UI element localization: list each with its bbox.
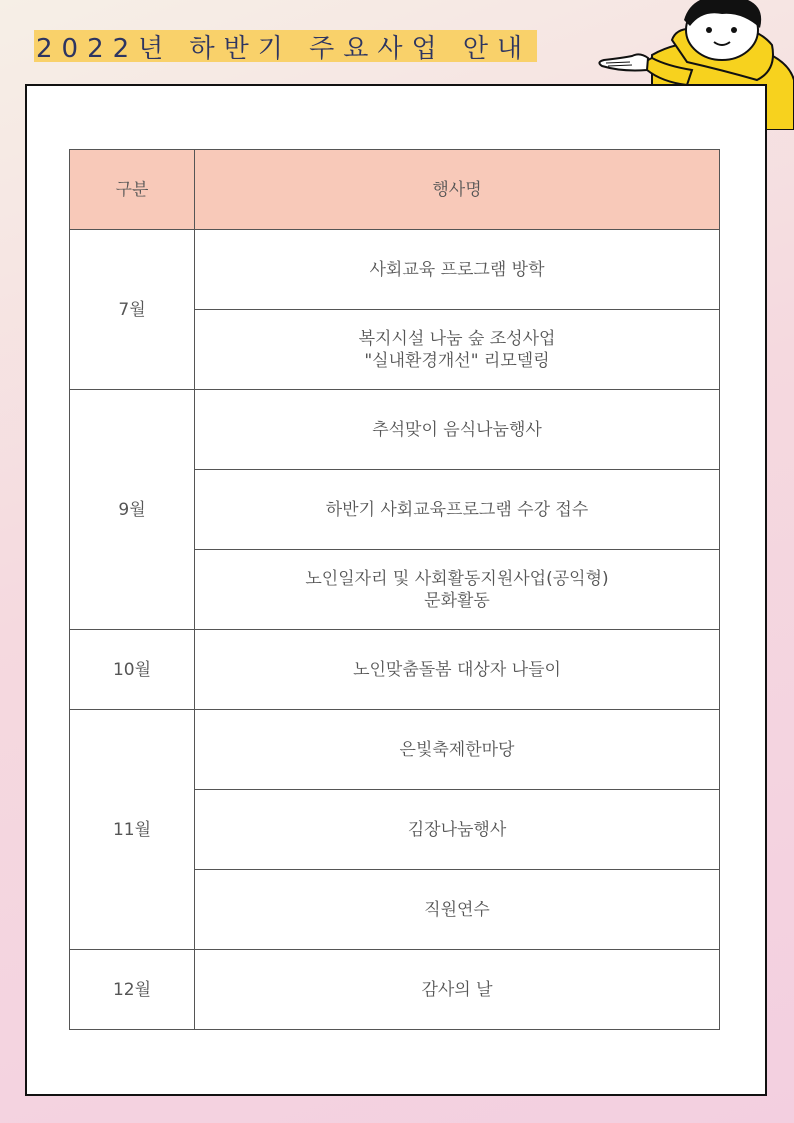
title-highlight bbox=[34, 30, 537, 62]
table-row bbox=[70, 230, 720, 310]
event-cell: 은빛축제한마당 bbox=[195, 710, 720, 790]
header-event: 행사명 bbox=[195, 150, 720, 230]
event-cell: 사회교육 프로그램 방학 bbox=[195, 230, 720, 310]
month-cell: 12월 bbox=[70, 950, 195, 1030]
month-cell: 10월 bbox=[70, 630, 195, 710]
schedule-table bbox=[69, 149, 720, 1030]
header-month: 구분 bbox=[70, 150, 195, 230]
table-row bbox=[70, 950, 720, 1030]
event-cell: 감사의 날 bbox=[195, 950, 720, 1030]
event-cell: 직원연수 bbox=[195, 870, 720, 950]
event-cell: 노인맞춤돌봄 대상자 나들이 bbox=[195, 630, 720, 710]
event-cell: 김장나눔행사 bbox=[195, 790, 720, 870]
month-cell: 9월 bbox=[70, 390, 195, 630]
table-header-row bbox=[70, 150, 720, 230]
month-cell: 7월 bbox=[70, 230, 195, 390]
table-row bbox=[70, 710, 720, 790]
event-cell: 복지시설 나눔 숲 조성사업 "실내환경개선" 리모델링 bbox=[195, 310, 720, 390]
event-cell: 하반기 사회교육프로그램 수강 접수 bbox=[195, 470, 720, 550]
event-cell: 추석맞이 음식나눔행사 bbox=[195, 390, 720, 470]
event-cell: 노인일자리 및 사회활동지원사업(공익형) 문화활동 bbox=[195, 550, 720, 630]
page-title: 2022년 하반기 주요사업 안내 bbox=[36, 33, 532, 64]
table-row bbox=[70, 390, 720, 470]
schedule-card bbox=[25, 84, 767, 1096]
month-cell: 11월 bbox=[70, 710, 195, 950]
table-row bbox=[70, 630, 720, 710]
